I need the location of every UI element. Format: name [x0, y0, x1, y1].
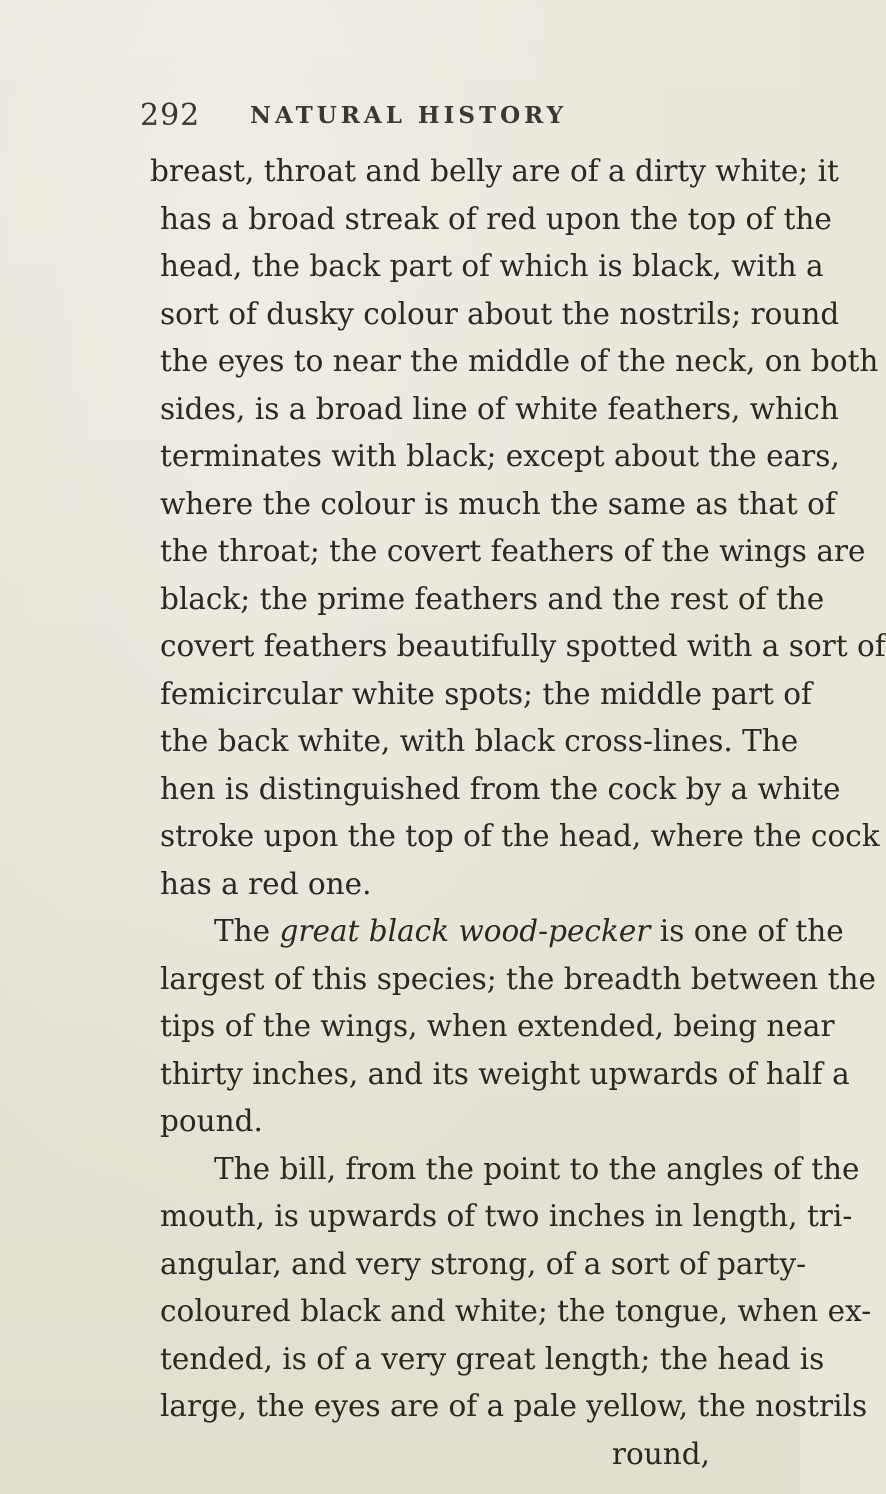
text-line: has a red one. [160, 866, 372, 901]
text-line: tended, is of a very great length; the head is [160, 1341, 825, 1376]
text-line: head, the back part of which is black, with a [160, 249, 824, 283]
text-line: the throat; the covert feathers of the wings are [160, 534, 866, 568]
paragraph-2 [160, 908, 876, 1146]
page-number: 292 [140, 98, 201, 133]
text-line: femicircular white spots; the middle part of [160, 676, 812, 711]
text-line: mouth, is upwards of two inches in length, tri- [160, 1199, 853, 1233]
text-line: the eyes to near the middle of the neck, on both [160, 344, 879, 378]
text-run: is one of the [650, 914, 844, 948]
species-name: great black wood-pecker [279, 914, 651, 948]
text-line: terminates with black; except about the ears, [160, 439, 840, 473]
text-line: coloured black and white; the tongue, when ex- [160, 1294, 872, 1328]
text-line: covert feathers beautifully spotted with a sort of [160, 629, 886, 663]
text-line: black; the prime feathers and the rest of the [160, 581, 825, 616]
paragraph-3 [160, 1146, 872, 1431]
text-line: where the colour is much the same as that of [160, 486, 836, 521]
text-line: largest of this species; the breadth between the [160, 961, 876, 996]
running-title: NATURAL HISTORY [250, 102, 567, 129]
text-line: large, the eyes are of a pale yellow, the nostrils [160, 1389, 868, 1423]
catchword: round, [611, 1436, 710, 1471]
text-line: sides, is a broad line of white feathers, which [160, 391, 839, 426]
text-line: angular, and very strong, of a sort of party- [160, 1246, 807, 1281]
text-line: tips of the wings, when extended, being near [160, 1009, 835, 1043]
page-header [140, 98, 740, 138]
paragraph-1 [150, 148, 886, 908]
text-line: The bill, from the point to the angles of the [214, 1151, 860, 1186]
text-line: sort of dusky colour about the nostrils; round [160, 296, 840, 331]
text-line: thirty inches, and its weight upwards of half a [160, 1056, 850, 1091]
body-text [150, 148, 886, 1478]
text-line: breast, throat and belly are of a dirty white; it [150, 154, 839, 188]
text-line: pound. [160, 1104, 263, 1138]
text-line: stroke upon the top of the head, where the cock [160, 819, 880, 853]
text-line: the back white, with black cross-lines. The [160, 724, 799, 758]
text-line [160, 908, 844, 956]
text-line: has a broad streak of red upon the top of the [160, 201, 832, 236]
text-run: The [214, 914, 280, 948]
text-line: hen is distinguished from the cock by a white [160, 771, 841, 806]
